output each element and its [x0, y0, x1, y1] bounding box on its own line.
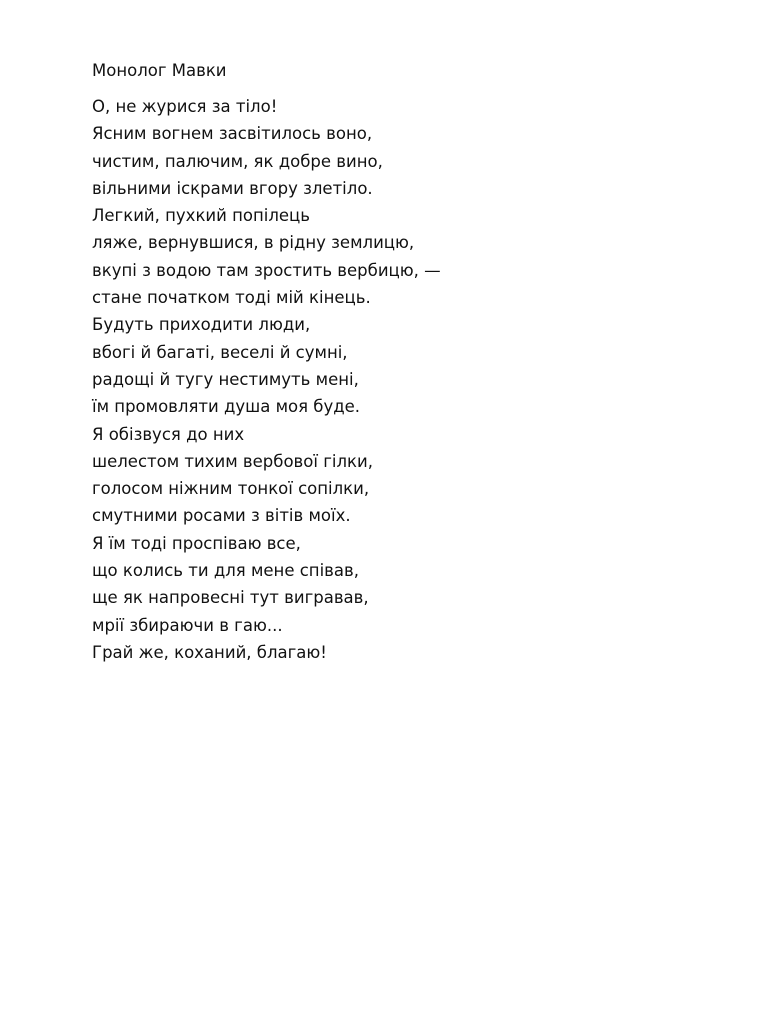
poem-line: ляже, вернувшися, в рідну землицю,: [92, 233, 415, 253]
poem-line: смутними росами з вітів моїх.: [92, 506, 351, 526]
poem-line: що колись ти для мене співав,: [92, 561, 359, 581]
poem-line: радощі й тугу нестимуть мені,: [92, 369, 359, 389]
poem-line: Будуть приходити люди,: [92, 315, 311, 335]
poem-body: [92, 93, 441, 666]
poem-line: вбогі й багаті, веселі й сумні,: [92, 342, 348, 362]
poem-line: Ясним вогнем засвітилось воно,: [92, 124, 373, 144]
poem-line: вільними іскрами вгору злетіло.: [92, 178, 373, 198]
poem-line: Я їм тоді проспіваю все,: [92, 533, 301, 553]
poem-line: ще як напровесні тут вигравав,: [92, 588, 369, 608]
poem-line: вкупі з водою там зростить вербицю, —: [92, 260, 441, 280]
poem-line: Легкий, пухкий попілець: [92, 206, 311, 226]
poem-line: Грай же, коханий, благаю!: [92, 642, 327, 662]
poem-line: їм промовляти душа моя буде.: [92, 397, 361, 417]
poem-title: Монолог Мавки: [92, 61, 227, 80]
poem-line: Я обізвуся до них: [92, 424, 245, 444]
poem-line: стане початком тоді мій кінець.: [92, 288, 371, 308]
poem-line: чистим, палючим, як добре вино,: [92, 151, 383, 171]
poem-line: голосом ніжним тонкої сопілки,: [92, 479, 370, 499]
poem-line: О, не журися за тіло!: [92, 97, 278, 116]
poem-line: мрії збираючи в гаю...: [92, 615, 283, 635]
poem-line: шелестом тихим вербової гілки,: [92, 451, 373, 471]
